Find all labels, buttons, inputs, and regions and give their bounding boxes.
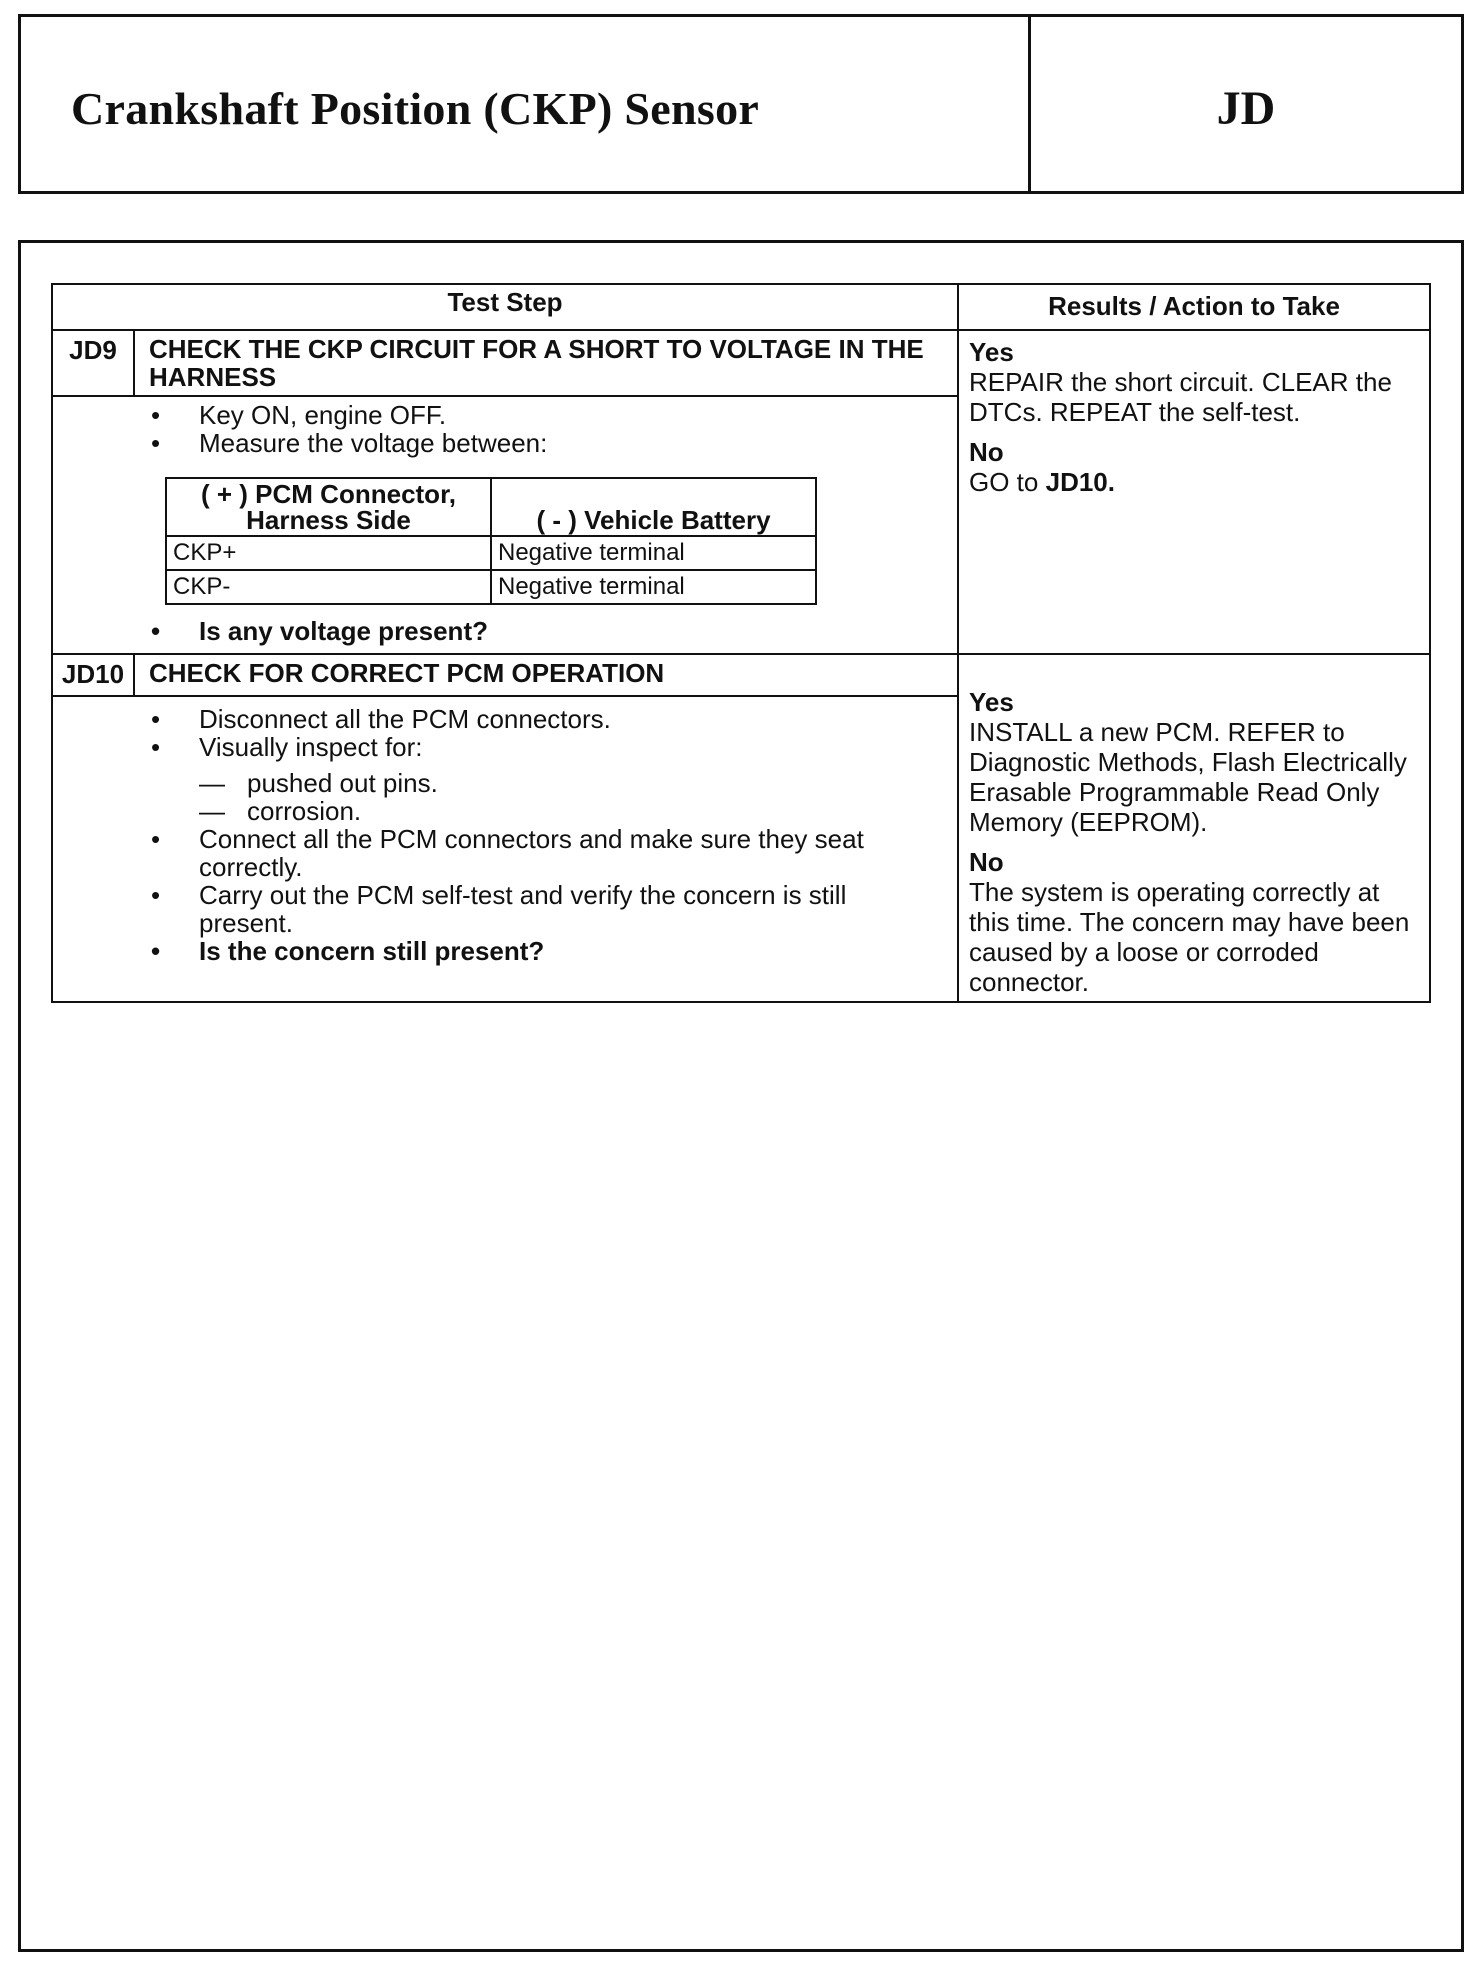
jd9-body [52,396,958,654]
test-step-table [51,283,1431,1003]
test-step-header: Test Step [52,284,958,330]
page-header [18,14,1464,194]
jd9-yes-label: Yes [969,337,1014,367]
voltage-neg-cell: Negative terminal [491,570,816,604]
jd9-step-id: JD9 [52,330,134,396]
jd9-results [958,330,1430,654]
jd9-yes-text: REPAIR the short circuit. CLEAR the DTCs. REPEAT the self-test. [969,367,1392,427]
list-item: — corrosion. [199,797,939,825]
voltage-pos-cell: CKP- [166,570,491,604]
voltage-table-header [166,478,816,536]
table-row [166,570,816,604]
table-header-row [52,284,1430,330]
jd10-yes-text: INSTALL a new PCM. REFER to Diagnostic Methods, Flash Electrically Erasable Programmable Read Only Memory (EEPROM). [969,717,1407,837]
jd9-question: • Is any voltage present? [151,617,939,645]
page-title: Crankshaft Position (CKP) Sensor [71,82,760,134]
section-code: JD [1216,81,1276,135]
jd10-question: • Is the concern still present? [151,937,939,965]
jd9-question-list [151,617,939,645]
jd10-results [958,654,1430,1002]
jd10-inspect-list [151,769,939,825]
jd10-step-id: JD10 [52,654,134,696]
list-item: — pushed out pins. [199,769,939,797]
list-item: • Connect all the PCM connectors and make sure they seat correctly. [151,825,939,881]
table-row [166,536,816,570]
voltage-head-neg: ( - ) Vehicle Battery [491,478,816,536]
title-cell [21,17,1031,191]
list-item [151,733,939,825]
list-item: • Disconnect all the PCM connectors. [151,705,939,733]
list-item: • Key ON, engine OFF. [151,401,939,429]
jd9-title-row [52,330,1430,396]
voltage-head-pos: ( + ) PCM Connector, Harness Side [166,478,491,536]
voltage-neg-cell: Negative terminal [491,536,816,570]
jd10-inspect-label: Visually inspect for: [199,731,423,762]
jd10-no-label: No [969,847,1004,877]
jd9-step-title: CHECK THE CKP CIRCUIT FOR A SHORT TO VOLTAGE IN THE HARNESS [134,330,958,396]
jd9-bullets [151,401,939,457]
content-frame [18,240,1464,1952]
jd10-body [52,696,958,1002]
list-item: • Measure the voltage between: [151,429,939,457]
voltage-table [165,477,817,605]
voltage-pos-cell: CKP+ [166,536,491,570]
results-header: Results / Action to Take [958,284,1430,330]
jd9-no-ref: JD10. [1045,467,1115,497]
jd10-yes-label: Yes [969,687,1014,717]
jd10-no-text: The system is operating correctly at this time. The concern may have been caused by a loose or corroded connector. [969,877,1410,997]
jd9-no-action [969,467,1421,497]
jd10-step-title: CHECK FOR CORRECT PCM OPERATION [134,654,958,696]
list-item: • Carry out the PCM self-test and verify the concern is still present. [151,881,939,937]
jd9-no-label: No [969,437,1004,467]
jd10-bullets [151,705,939,965]
jd10-title-row [52,654,1430,696]
jd9-no-text: GO to [969,467,1039,497]
code-cell [1031,17,1461,191]
